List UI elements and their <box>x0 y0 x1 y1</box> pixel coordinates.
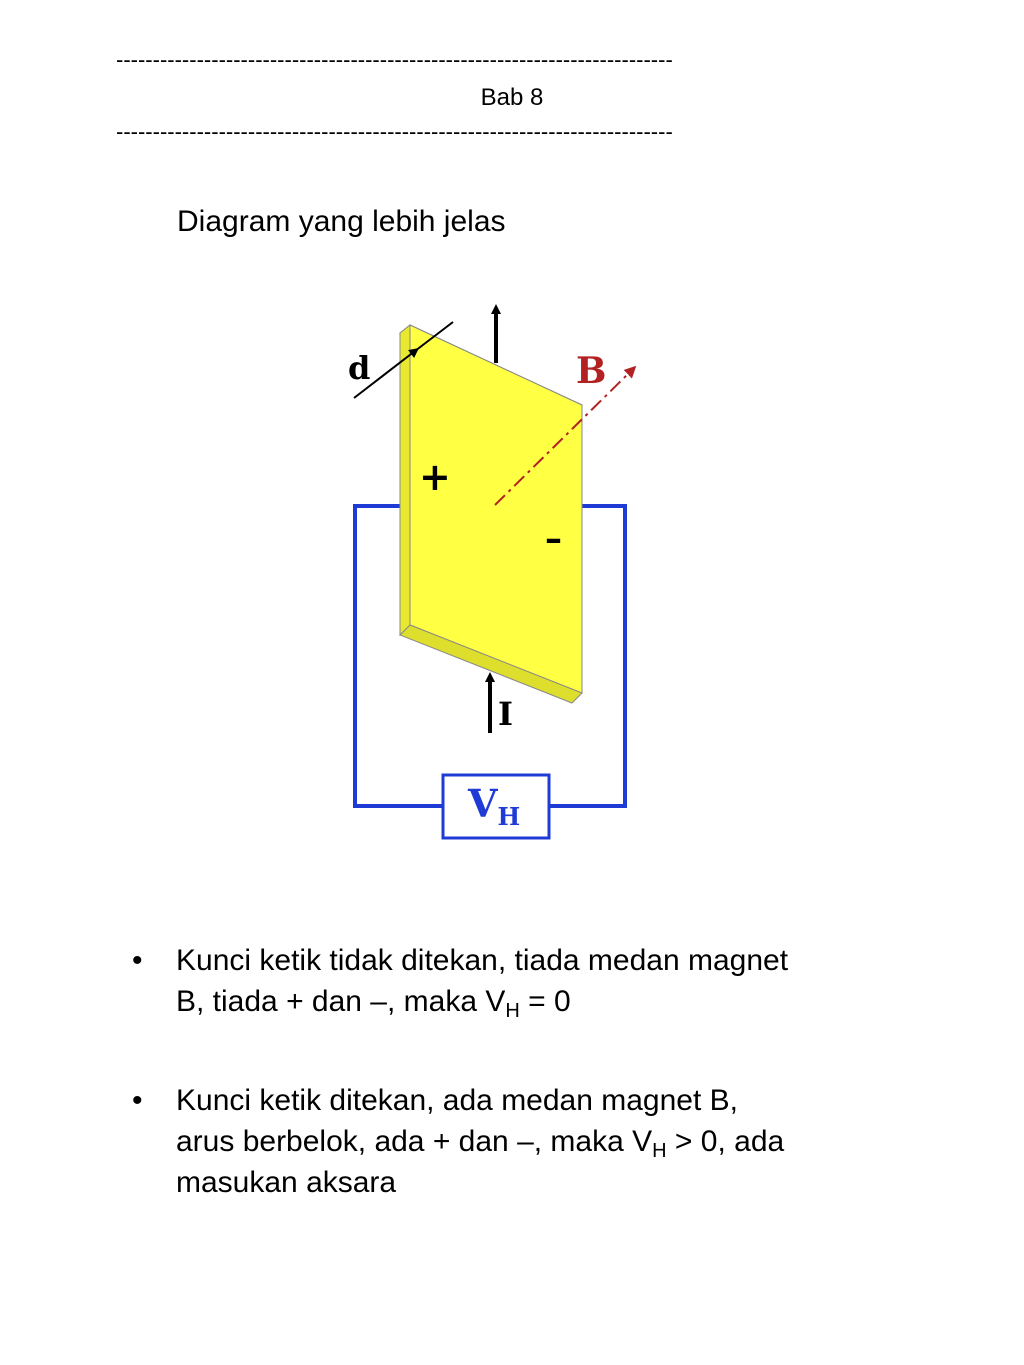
label-I: I <box>498 695 513 733</box>
header-divider-top: ---------------------------------------------------------------------------- <box>116 48 673 72</box>
meter-label-sub: H <box>497 802 521 831</box>
chapter-title: Bab 8 <box>480 84 544 111</box>
bullet-line: arus berbelok, ada + dan –, maka $V_H > 0$, ada <box>176 1125 785 1162</box>
bullet-dot: • <box>132 1084 143 1117</box>
hall-plate <box>400 325 582 703</box>
bullet-line: masukan aksara <box>176 1166 397 1199</box>
bullet-list-item <box>128 1080 908 1203</box>
bullet-line: B, tiada + dan –, maka $V_H = 0$ <box>176 985 571 1022</box>
label-d: d <box>348 349 371 387</box>
plate-side-edge <box>400 325 410 635</box>
label-B: B <box>576 350 607 392</box>
bullet-line: Kunci ketik ditekan, ada medan magnet B, <box>176 1084 739 1117</box>
section-subtitle: Diagram yang lebih jelas <box>177 205 506 238</box>
hall-effect-diagram <box>340 295 650 850</box>
bullet-line: Kunci ketik tidak ditekan, tiada medan magnet <box>176 944 789 977</box>
label-minus: – <box>545 519 562 559</box>
label-plus: + <box>419 455 451 499</box>
meter-label-V: V <box>468 781 498 826</box>
bullet-dot: • <box>132 944 143 977</box>
bullet-list-item <box>128 940 908 1022</box>
header-divider-bottom: ---------------------------------------------------------------------------- <box>116 120 673 144</box>
hall-voltage-meter <box>443 775 549 838</box>
